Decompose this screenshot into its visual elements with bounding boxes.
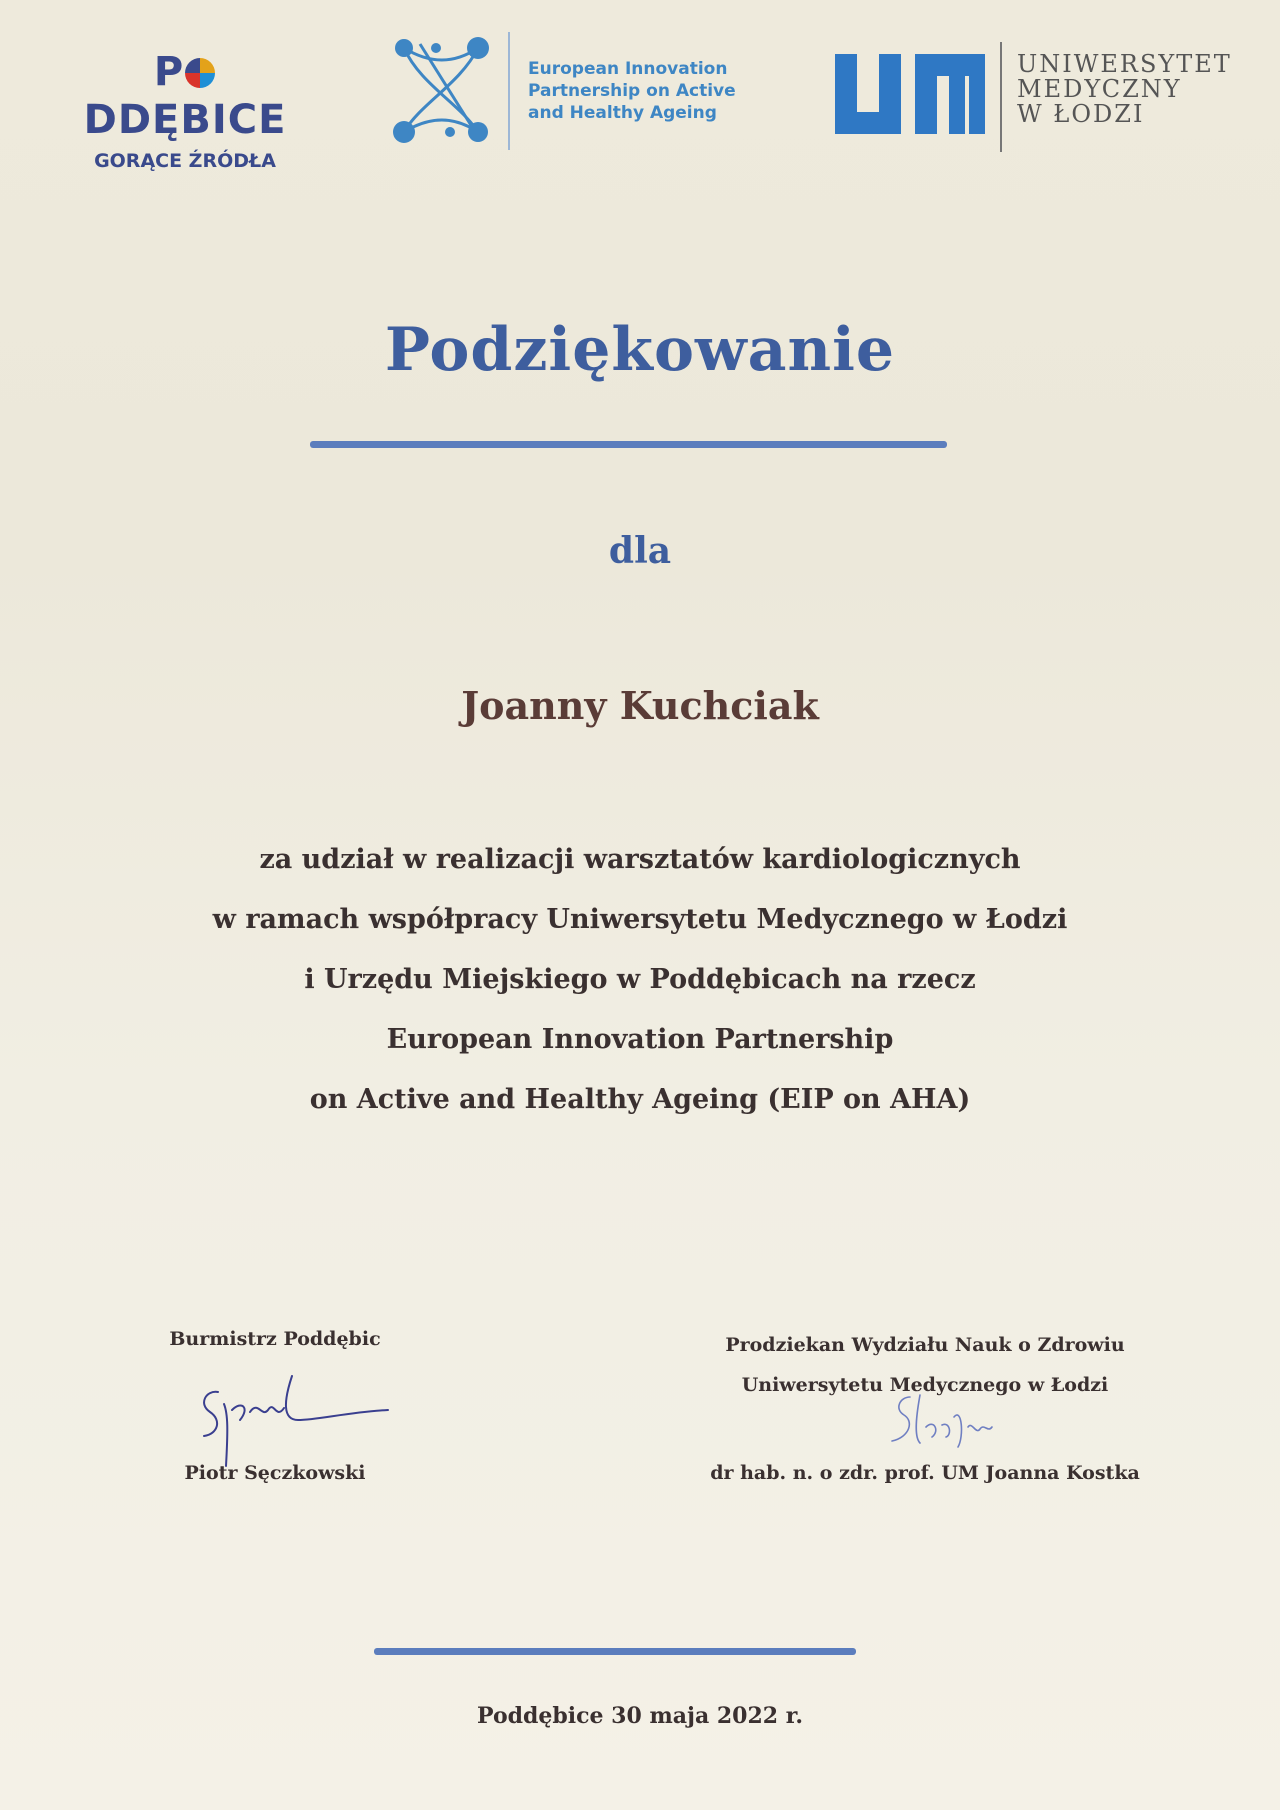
eip-logo-line: Partnership on Active — [528, 81, 736, 101]
body-line: i Urzędu Miejskiego w Poddębicach na rzecz — [304, 964, 976, 995]
poddebice-logo — [55, 48, 315, 172]
footer-divider — [374, 1648, 856, 1655]
poddebice-logo-subtitle: GORĄCE ŹRÓDŁA — [94, 150, 276, 172]
um-logo-line: W ŁODZI — [1017, 100, 1145, 128]
um-logo-divider — [1000, 42, 1002, 152]
poddebice-logo-icon — [185, 58, 215, 88]
um-logo-line: UNIWERSYTET — [1017, 50, 1232, 78]
eip-network-icon — [390, 34, 494, 146]
um-logo-mark-icon — [835, 54, 985, 134]
title-divider — [310, 441, 947, 448]
poddebice-logo-name: PDDĘBICE — [83, 49, 287, 143]
eip-logo-line: European Innovation — [528, 59, 728, 79]
signature-block-vice-dean — [700, 1325, 1150, 1484]
signatory-title: Burmistrz Poddębic — [169, 1328, 381, 1350]
um-lodz-logo — [835, 42, 1245, 152]
handwritten-signature-vice-dean — [880, 1387, 1030, 1457]
signature-block-mayor — [140, 1325, 410, 1484]
body-line: w ramach współpracy Uniwersytetu Medycznego w Łodzi — [212, 904, 1068, 935]
handwritten-signature-mayor — [188, 1370, 408, 1470]
issue-date: Poddębice 30 maja 2022 r. — [477, 1703, 803, 1729]
certificate-body — [0, 840, 1280, 1140]
eip-aha-logo — [390, 32, 770, 152]
dedication-label: dla — [608, 530, 672, 572]
eip-logo-text — [528, 58, 736, 124]
signatory-title: Prodziekan Wydziału Nauk o Zdrowiu — [725, 1334, 1125, 1356]
certificate-title: Podziękowanie — [384, 315, 896, 385]
body-line: European Innovation Partnership — [386, 1024, 894, 1055]
signatory-name: dr hab. n. o zdr. prof. UM Joanna Kostka — [710, 1462, 1140, 1484]
recipient-name: Joanny Kuchciak — [461, 683, 819, 728]
um-logo-text — [1017, 52, 1232, 127]
um-logo-line: MEDYCZNY — [1017, 75, 1182, 103]
eip-logo-line: and Healthy Ageing — [528, 103, 717, 123]
eip-logo-divider — [508, 32, 510, 150]
body-line: za udział w realizacji warsztatów kardiologicznych — [259, 844, 1021, 875]
body-line: on Active and Healthy Ageing (EIP on AHA) — [309, 1084, 971, 1115]
signatory-name: Piotr Sęczkowski — [184, 1462, 366, 1484]
signatory-title: Uniwersytetu Medycznego w Łodzi — [741, 1374, 1109, 1396]
